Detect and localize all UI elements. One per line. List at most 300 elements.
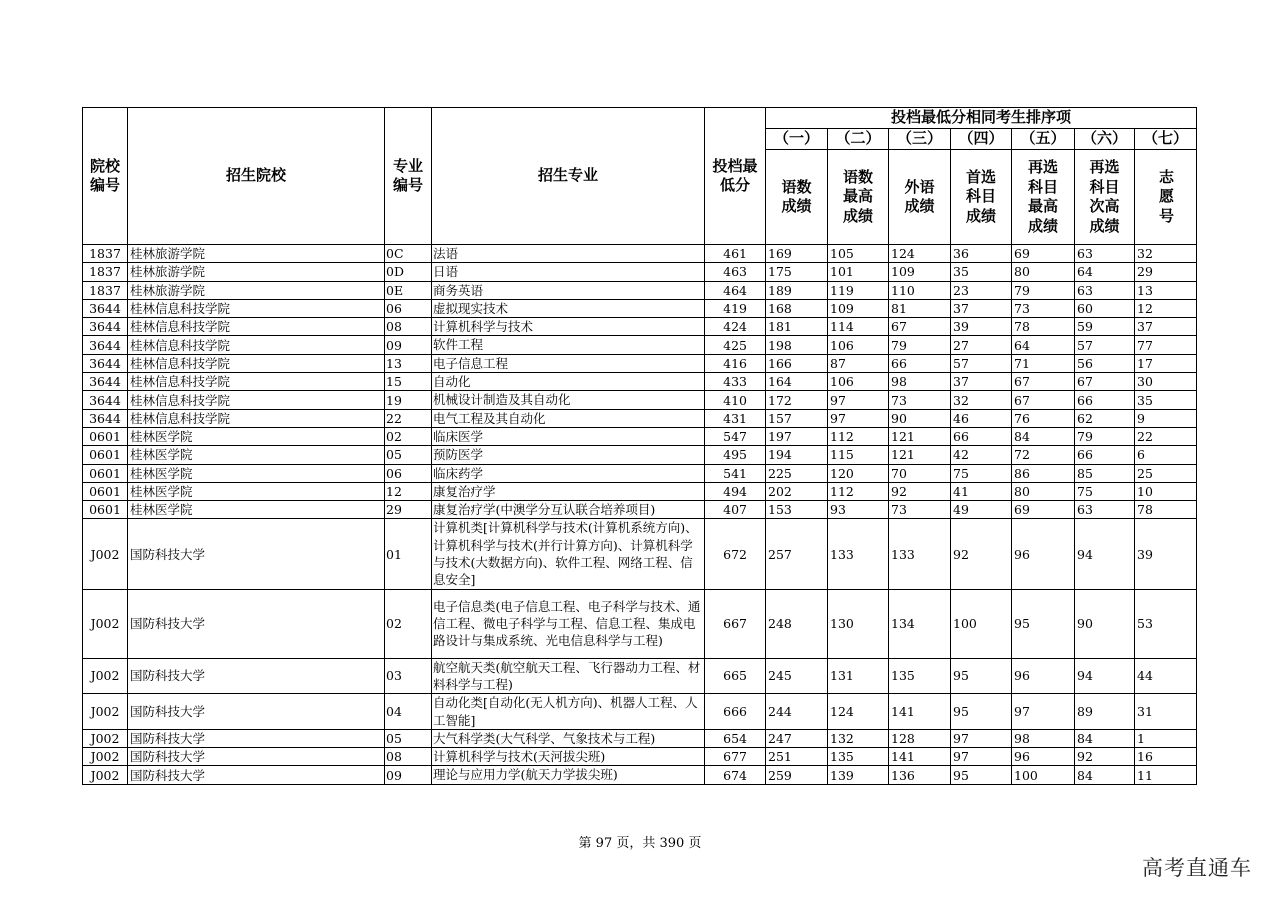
sort-value-cell: 75 [1075,482,1135,500]
sort-value-cell: 92 [1075,748,1135,766]
sort-value-cell: 39 [1135,519,1197,589]
major-name-cell: 预防医学 [432,446,705,464]
sort-value-cell: 84 [1075,766,1135,784]
sort-value-cell: 121 [889,427,951,445]
sort-value-cell: 64 [1075,263,1135,281]
sort-value-cell: 121 [889,446,951,464]
sort-value-cell: 46 [951,409,1012,427]
min-score-cell: 677 [705,748,766,766]
major-name-cell: 自动化类[自动化(无人机方向)、机器人工程、人工智能] [432,694,705,730]
sort-value-cell: 134 [889,589,951,658]
header-order-2: （二） [828,129,889,150]
major-name-cell: 康复治疗学(中澳学分互认联合培养项目) [432,501,705,519]
major-code-cell: 22 [385,409,432,427]
sort-value-cell: 97 [951,729,1012,747]
sort-value-cell: 57 [1075,336,1135,354]
min-score-cell: 541 [705,464,766,482]
sort-value-cell: 81 [889,299,951,317]
min-score-cell: 431 [705,409,766,427]
school-code-cell: J002 [83,589,128,658]
sort-value-cell: 72 [1012,446,1075,464]
sort-value-cell: 16 [1135,748,1197,766]
page-footer: 第 97 页，共 390 页 [578,836,702,851]
min-score-cell: 461 [705,245,766,263]
major-name-cell: 自动化 [432,373,705,391]
sort-value-cell: 124 [828,694,889,730]
sort-value-cell: 64 [1012,336,1075,354]
sort-value-cell: 168 [766,299,828,317]
header-sub-1: 语数成绩 [766,150,828,245]
sort-value-cell: 112 [828,482,889,500]
major-code-cell: 04 [385,694,432,730]
sort-value-cell: 92 [889,482,951,500]
school-code-cell: 3644 [83,336,128,354]
sort-value-cell: 141 [889,748,951,766]
school-name-cell: 桂林信息科技学院 [128,336,385,354]
sort-value-cell: 75 [951,464,1012,482]
min-score-cell: 410 [705,391,766,409]
sort-value-cell: 136 [889,766,951,784]
school-code-cell: 0601 [83,427,128,445]
sort-value-cell: 84 [1012,427,1075,445]
sort-value-cell: 1 [1135,729,1197,747]
min-score-cell: 547 [705,427,766,445]
school-code-cell: J002 [83,519,128,589]
sort-value-cell: 78 [1135,501,1197,519]
sort-value-cell: 86 [1012,464,1075,482]
table-row [83,299,1197,317]
sort-value-cell: 25 [1135,464,1197,482]
sort-value-cell: 181 [766,318,828,336]
table-row [83,729,1197,747]
sort-value-cell: 96 [1012,519,1075,589]
sort-value-cell: 79 [889,336,951,354]
major-name-cell: 大气科学类(大气科学、气象技术与工程) [432,729,705,747]
school-name-cell: 桂林医学院 [128,501,385,519]
sort-value-cell: 37 [951,299,1012,317]
school-name-cell: 桂林信息科技学院 [128,391,385,409]
header-sort-group: 投档最低分相同考生排序项 [766,108,1197,129]
sort-value-cell: 41 [951,482,1012,500]
sort-value-cell: 248 [766,589,828,658]
sort-value-cell: 97 [828,391,889,409]
sort-value-cell: 130 [828,589,889,658]
min-score-cell: 672 [705,519,766,589]
sort-value-cell: 12 [1135,299,1197,317]
school-code-cell: 3644 [83,318,128,336]
sort-value-cell: 69 [1012,245,1075,263]
major-code-cell: 12 [385,482,432,500]
sort-value-cell: 141 [889,694,951,730]
header-order-5: （五） [1012,129,1075,150]
sort-value-cell: 100 [1012,766,1075,784]
sort-value-cell: 133 [828,519,889,589]
school-name-cell: 桂林旅游学院 [128,245,385,263]
header-min-score: 投档最低分 [705,108,766,245]
school-code-cell: J002 [83,694,128,730]
sort-value-cell: 30 [1135,373,1197,391]
school-name-cell: 桂林信息科技学院 [128,409,385,427]
sort-value-cell: 198 [766,336,828,354]
sort-value-cell: 57 [951,354,1012,372]
school-name-cell: 桂林信息科技学院 [128,354,385,372]
school-name-cell: 桂林信息科技学院 [128,373,385,391]
header-order-1: （一） [766,129,828,150]
sort-value-cell: 101 [828,263,889,281]
table-row [83,501,1197,519]
min-score-cell: 464 [705,281,766,299]
sort-value-cell: 97 [828,409,889,427]
sort-value-cell: 98 [1012,729,1075,747]
sort-value-cell: 172 [766,391,828,409]
major-name-cell: 虚拟现实技术 [432,299,705,317]
sort-value-cell: 225 [766,464,828,482]
school-code-cell: 0601 [83,464,128,482]
header-school-code: 院校编号 [83,108,128,245]
sort-value-cell: 67 [1075,373,1135,391]
major-name-cell: 法语 [432,245,705,263]
school-code-cell: J002 [83,729,128,747]
sort-value-cell: 202 [766,482,828,500]
min-score-cell: 419 [705,299,766,317]
major-code-cell: 03 [385,658,432,694]
sort-value-cell: 10 [1135,482,1197,500]
major-name-cell: 电气工程及其自动化 [432,409,705,427]
sort-value-cell: 63 [1075,501,1135,519]
header-sub-5: 再选科目最高成绩 [1012,150,1075,245]
sort-value-cell: 166 [766,354,828,372]
header-order-7: （七） [1135,129,1197,150]
sort-value-cell: 133 [889,519,951,589]
sort-value-cell: 70 [889,464,951,482]
sort-value-cell: 32 [1135,245,1197,263]
sort-value-cell: 244 [766,694,828,730]
sort-value-cell: 59 [1075,318,1135,336]
header-sub-2: 语数最高成绩 [828,150,889,245]
school-name-cell: 桂林信息科技学院 [128,299,385,317]
major-code-cell: 09 [385,336,432,354]
min-score-cell: 463 [705,263,766,281]
admission-table [82,107,1197,785]
sort-value-cell: 135 [828,748,889,766]
sort-value-cell: 63 [1075,245,1135,263]
sort-value-cell: 29 [1135,263,1197,281]
sort-value-cell: 106 [828,373,889,391]
sort-value-cell: 62 [1075,409,1135,427]
sort-value-cell: 93 [828,501,889,519]
sort-value-cell: 39 [951,318,1012,336]
watermark: 高考直通车 [1142,856,1252,880]
header-major-code: 专业编号 [385,108,432,245]
sort-value-cell: 90 [889,409,951,427]
min-score-cell: 433 [705,373,766,391]
sort-value-cell: 139 [828,766,889,784]
sort-value-cell: 13 [1135,281,1197,299]
min-score-cell: 407 [705,501,766,519]
table-row [83,409,1197,427]
major-name-cell: 软件工程 [432,336,705,354]
school-name-cell: 桂林医学院 [128,446,385,464]
sort-value-cell: 94 [1075,658,1135,694]
sort-value-cell: 66 [951,427,1012,445]
major-name-cell: 计算机类[计算机科学与技术(计算机系统方向)、计算机科学与技术(并行计算方向)、计算机科学与技术(大数据方向)、软件工程、网络工程、信息安全] [432,519,705,589]
sort-value-cell: 257 [766,519,828,589]
header-sub-4: 首选科目成绩 [951,150,1012,245]
major-code-cell: 05 [385,446,432,464]
sort-value-cell: 194 [766,446,828,464]
school-code-cell: J002 [83,766,128,784]
sort-value-cell: 73 [889,391,951,409]
table-row [83,766,1197,784]
sort-value-cell: 95 [951,694,1012,730]
sort-value-cell: 106 [828,336,889,354]
sort-value-cell: 69 [1012,501,1075,519]
sort-value-cell: 31 [1135,694,1197,730]
sort-value-cell: 124 [889,245,951,263]
sort-value-cell: 89 [1075,694,1135,730]
major-name-cell: 商务英语 [432,281,705,299]
sort-value-cell: 197 [766,427,828,445]
school-name-cell: 桂林医学院 [128,482,385,500]
min-score-cell: 494 [705,482,766,500]
major-name-cell: 计算机科学与技术(天河拔尖班) [432,748,705,766]
header-sub-6: 再选科目次高成绩 [1075,150,1135,245]
major-code-cell: 0C [385,245,432,263]
min-score-cell: 666 [705,694,766,730]
major-code-cell: 06 [385,299,432,317]
table-row [83,482,1197,500]
sort-value-cell: 94 [1075,519,1135,589]
school-code-cell: 3644 [83,354,128,372]
sort-value-cell: 63 [1075,281,1135,299]
table-row [83,427,1197,445]
sort-value-cell: 66 [1075,391,1135,409]
table-row [83,354,1197,372]
sort-value-cell: 73 [889,501,951,519]
major-name-cell: 日语 [432,263,705,281]
sort-value-cell: 95 [1012,589,1075,658]
header-order-3: （三） [889,129,951,150]
major-code-cell: 0E [385,281,432,299]
school-code-cell: 1837 [83,281,128,299]
sort-value-cell: 53 [1135,589,1197,658]
sort-value-cell: 164 [766,373,828,391]
header-sub-3: 外语成绩 [889,150,951,245]
sort-value-cell: 128 [889,729,951,747]
table-row [83,658,1197,694]
major-name-cell: 临床药学 [432,464,705,482]
sort-value-cell: 80 [1012,263,1075,281]
sort-value-cell: 157 [766,409,828,427]
sort-value-cell: 110 [889,281,951,299]
table-row [83,318,1197,336]
sort-value-cell: 105 [828,245,889,263]
school-name-cell: 国防科技大学 [128,694,385,730]
header-major-name: 招生专业 [432,108,705,245]
sort-value-cell: 109 [828,299,889,317]
table-row [83,589,1197,658]
sort-value-cell: 95 [951,766,1012,784]
school-code-cell: 3644 [83,373,128,391]
table-row [83,519,1197,589]
min-score-cell: 495 [705,446,766,464]
sort-value-cell: 247 [766,729,828,747]
sort-value-cell: 131 [828,658,889,694]
table-row [83,373,1197,391]
sort-value-cell: 66 [1075,446,1135,464]
sort-value-cell: 259 [766,766,828,784]
sort-value-cell: 32 [951,391,1012,409]
table-row [83,748,1197,766]
sort-value-cell: 23 [951,281,1012,299]
header-school-name: 招生院校 [128,108,385,245]
major-name-cell: 计算机科学与技术 [432,318,705,336]
major-name-cell: 机械设计制造及其自动化 [432,391,705,409]
sort-value-cell: 87 [828,354,889,372]
school-code-cell: 0601 [83,482,128,500]
major-code-cell: 08 [385,318,432,336]
sort-value-cell: 96 [1012,748,1075,766]
school-name-cell: 国防科技大学 [128,729,385,747]
major-code-cell: 13 [385,354,432,372]
sort-value-cell: 109 [889,263,951,281]
sort-value-cell: 37 [951,373,1012,391]
school-name-cell: 国防科技大学 [128,519,385,589]
sort-value-cell: 27 [951,336,1012,354]
school-name-cell: 桂林旅游学院 [128,281,385,299]
school-name-cell: 桂林医学院 [128,427,385,445]
sort-value-cell: 175 [766,263,828,281]
sort-value-cell: 189 [766,281,828,299]
sort-value-cell: 95 [951,658,1012,694]
sort-value-cell: 6 [1135,446,1197,464]
sort-value-cell: 49 [951,501,1012,519]
sort-value-cell: 112 [828,427,889,445]
min-score-cell: 424 [705,318,766,336]
school-name-cell: 桂林旅游学院 [128,263,385,281]
table-row [83,336,1197,354]
table-row [83,263,1197,281]
table-row [83,694,1197,730]
sort-value-cell: 96 [1012,658,1075,694]
major-name-cell: 康复治疗学 [432,482,705,500]
major-name-cell: 理论与应用力学(航天力学拔尖班) [432,766,705,784]
sort-value-cell: 77 [1135,336,1197,354]
min-score-cell: 654 [705,729,766,747]
sort-value-cell: 44 [1135,658,1197,694]
sort-value-cell: 90 [1075,589,1135,658]
sort-value-cell: 97 [1012,694,1075,730]
sort-value-cell: 35 [1135,391,1197,409]
sort-value-cell: 37 [1135,318,1197,336]
sort-value-cell: 22 [1135,427,1197,445]
min-score-cell: 416 [705,354,766,372]
sort-value-cell: 42 [951,446,1012,464]
sort-value-cell: 11 [1135,766,1197,784]
school-code-cell: J002 [83,748,128,766]
major-code-cell: 05 [385,729,432,747]
major-code-cell: 15 [385,373,432,391]
sort-value-cell: 98 [889,373,951,391]
major-code-cell: 19 [385,391,432,409]
major-code-cell: 02 [385,427,432,445]
sort-value-cell: 36 [951,245,1012,263]
table-row [83,446,1197,464]
school-code-cell: 0601 [83,501,128,519]
sort-value-cell: 132 [828,729,889,747]
major-name-cell: 航空航天类(航空航天工程、飞行器动力工程、材料科学与工程) [432,658,705,694]
major-code-cell: 08 [385,748,432,766]
sort-value-cell: 66 [889,354,951,372]
sort-value-cell: 97 [951,748,1012,766]
sort-value-cell: 79 [1012,281,1075,299]
sort-value-cell: 56 [1075,354,1135,372]
sort-value-cell: 79 [1075,427,1135,445]
school-name-cell: 国防科技大学 [128,748,385,766]
table-row [83,245,1197,263]
school-code-cell: 1837 [83,245,128,263]
major-name-cell: 电子信息工程 [432,354,705,372]
sort-value-cell: 60 [1075,299,1135,317]
sort-value-cell: 120 [828,464,889,482]
sort-value-cell: 73 [1012,299,1075,317]
table-row [83,281,1197,299]
sort-value-cell: 35 [951,263,1012,281]
school-code-cell: 3644 [83,391,128,409]
major-code-cell: 0D [385,263,432,281]
school-name-cell: 国防科技大学 [128,658,385,694]
sort-value-cell: 114 [828,318,889,336]
school-name-cell: 国防科技大学 [128,589,385,658]
major-code-cell: 01 [385,519,432,589]
table-row [83,464,1197,482]
major-code-cell: 09 [385,766,432,784]
sort-value-cell: 169 [766,245,828,263]
header-order-4: （四） [951,129,1012,150]
sort-value-cell: 153 [766,501,828,519]
major-code-cell: 29 [385,501,432,519]
sort-value-cell: 67 [889,318,951,336]
sort-value-cell: 71 [1012,354,1075,372]
sort-value-cell: 245 [766,658,828,694]
major-code-cell: 06 [385,464,432,482]
sort-value-cell: 84 [1075,729,1135,747]
sort-value-cell: 76 [1012,409,1075,427]
sort-value-cell: 100 [951,589,1012,658]
min-score-cell: 425 [705,336,766,354]
school-name-cell: 桂林医学院 [128,464,385,482]
major-name-cell: 临床医学 [432,427,705,445]
sort-value-cell: 9 [1135,409,1197,427]
sort-value-cell: 67 [1012,373,1075,391]
min-score-cell: 674 [705,766,766,784]
sort-value-cell: 135 [889,658,951,694]
school-code-cell: 0601 [83,446,128,464]
school-code-cell: 1837 [83,263,128,281]
school-code-cell: 3644 [83,409,128,427]
table-row [83,391,1197,409]
sort-value-cell: 78 [1012,318,1075,336]
sort-value-cell: 80 [1012,482,1075,500]
sort-value-cell: 251 [766,748,828,766]
school-code-cell: J002 [83,658,128,694]
school-name-cell: 国防科技大学 [128,766,385,784]
major-name-cell: 电子信息类(电子信息工程、电子科学与技术、通信工程、微电子科学与工程、信息工程、集成电路设计与集成系统、光电信息科学与工程) [432,589,705,658]
header-sub-7: 志愿号 [1135,150,1197,245]
sort-value-cell: 17 [1135,354,1197,372]
school-name-cell: 桂林信息科技学院 [128,318,385,336]
sort-value-cell: 92 [951,519,1012,589]
